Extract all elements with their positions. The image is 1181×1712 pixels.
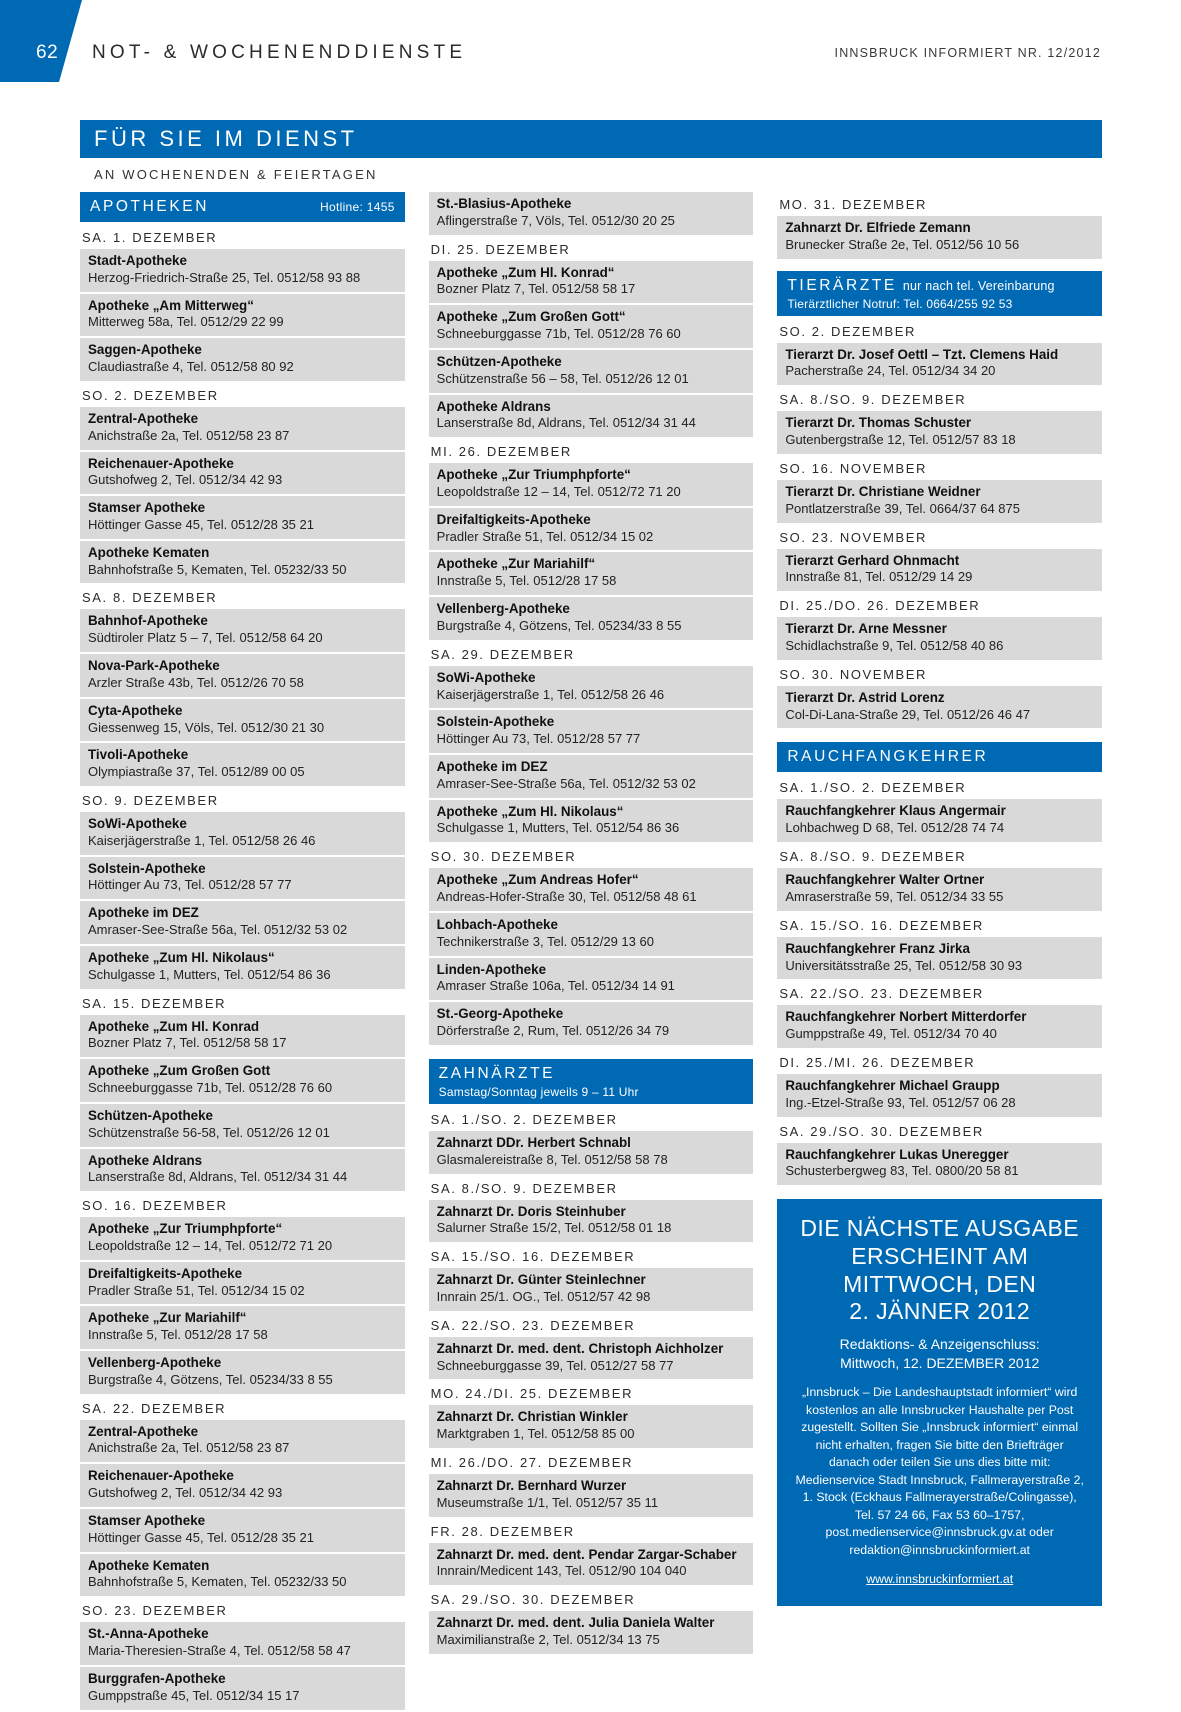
- date-heading: SO. 9. DEZEMBER: [82, 793, 219, 809]
- service-entry: [429, 192, 754, 235]
- entry-name: Linden-Apotheke: [436, 961, 547, 977]
- date-heading: SO. 2. DEZEMBER: [779, 323, 917, 339]
- promo-deadline-date: Mittwoch, 12. DEZEMBER 2012: [840, 1354, 1040, 1371]
- promo-line-3: MITTWOCH, DEN: [843, 1270, 1037, 1297]
- date-heading: SO. 2. DEZEMBER: [82, 387, 219, 403]
- entry-address: Gutshofweg 2, Tel. 0512/34 42 93: [88, 1485, 283, 1501]
- entry-name: Apotheke Kematen: [88, 1557, 210, 1573]
- entry-address: Anichstraße 2a, Tel. 0512/58 23 87: [88, 1440, 290, 1456]
- service-entry: [80, 407, 405, 450]
- zahnaerzte-list: [429, 1107, 754, 1654]
- section-header-zahnaerzte: [429, 1059, 754, 1104]
- entry-address: Lanserstraße 8d, Aldrans, Tel. 0512/34 31 44: [436, 415, 696, 431]
- entry-name: Zahnarzt Dr. Bernhard Wurzer: [436, 1478, 627, 1494]
- date-heading: SA. 8./SO. 9. DEZEMBER: [779, 849, 967, 865]
- promo-line-2: ERSCHEINT AM: [851, 1242, 1029, 1269]
- entry-address: Pontlatzerstraße 39, Tel. 0664/37 64 875: [785, 500, 1020, 516]
- entry-address: Brunecker Straße 2e, Tel. 0512/56 10 56: [785, 236, 1020, 252]
- entry-name: Rauchfangkehrer Michael Graupp: [785, 1078, 1000, 1094]
- entry-address: Bahnhofstraße 5, Kematen, Tel. 05232/33 50: [88, 1574, 347, 1590]
- entry-name: St.-Georg-Apotheke: [436, 1006, 564, 1022]
- entry-name: SoWi-Apotheke: [88, 816, 187, 832]
- entry-name: Rauchfangkehrer Walter Ortner: [785, 872, 985, 888]
- zahnaerzte-note: Samstag/Sonntag jeweils 9 – 11 Uhr: [438, 1084, 639, 1099]
- promo-fineprint: „Innsbruck – Die Landeshauptstadt informiert“ wird kostenlos an alle Innsbrucker Haushalte per Post zugestellt. Sollten Sie „Innsbruck informiert“ einmal nicht erhalten, fragen Sie bitte den Briefträger danach oder teilen Sie uns dies bitte mit: Medienservice Stadt Innsbruck, Fallmerayerstraße 2, 1. Stock (Eckhaus Fallmerayerstraße/Colingasse), Tel. 57 24 66, Fax 53 60–1757, post.medienservice@innsbruck.gv.at oder redaktion@innsbruckinformiert.at: [795, 1385, 1084, 1557]
- service-entry: [80, 1306, 405, 1349]
- service-entry: [777, 549, 1102, 592]
- service-entry: [429, 958, 754, 1001]
- entry-address: Olympiastraße 37, Tel. 0512/89 00 05: [88, 764, 305, 780]
- entry-address: Kaiserjägerstraße 1, Tel. 0512/58 26 46: [436, 686, 665, 702]
- tieraerzte-emergency-note: Tierärztlicher Notruf: Tel. 0664/255 92 53: [787, 296, 1013, 311]
- entry-name: Zentral-Apotheke: [88, 1423, 199, 1439]
- date-heading: DI. 25./MI. 26. DEZEMBER: [779, 1055, 976, 1071]
- entry-address: Bahnhofstraße 5, Kematen, Tel. 05232/33 50: [88, 561, 347, 577]
- entry-address: Schneeburggasse 71b, Tel. 0512/28 76 60: [436, 326, 681, 342]
- date-heading: MO. 31. DEZEMBER: [779, 197, 928, 212]
- service-entry: [80, 812, 405, 855]
- service-entry: [777, 617, 1102, 660]
- entry-address: Burgstraße 4, Götzens, Tel. 05234/33 8 55: [88, 1371, 333, 1387]
- date-heading: SA. 8. DEZEMBER: [82, 590, 218, 606]
- entry-name: St.-Anna-Apotheke: [88, 1626, 209, 1642]
- page-corner-tab: [0, 0, 82, 82]
- date-heading: SA. 29./SO. 30. DEZEMBER: [430, 1592, 636, 1608]
- entry-name: Lohbach-Apotheke: [436, 916, 558, 932]
- entry-name: Schützen-Apotheke: [436, 353, 562, 369]
- entry-address: Schneeburggasse 71b, Tel. 0512/28 76 60: [88, 1080, 333, 1095]
- entry-name: Dreifaltigkeits-Apotheke: [88, 1265, 243, 1281]
- entry-name: Stamser Apotheke: [88, 1513, 206, 1529]
- service-entry: [80, 338, 405, 381]
- entry-address: Maria-Theresien-Straße 4, Tel. 0512/58 58 47: [88, 1643, 351, 1659]
- service-entry: [429, 395, 754, 438]
- entry-name: Apotheke „Zum Andreas Hofer“: [436, 872, 639, 888]
- entry-address: Arzler Straße 43b, Tel. 0512/26 70 58: [88, 674, 304, 690]
- service-entry: [80, 541, 405, 584]
- entry-name: Solstein-Apotheke: [436, 714, 555, 730]
- service-entry: [80, 1059, 405, 1102]
- date-heading: SO. 16. DEZEMBER: [82, 1198, 228, 1214]
- service-entry: [777, 686, 1102, 729]
- entry-address: Höttinger Au 73, Tel. 0512/28 57 77: [88, 877, 292, 893]
- entry-name: Reichenauer-Apotheke: [88, 455, 234, 471]
- entry-address: Giessenweg 15, Völs, Tel. 0512/30 21 30: [88, 719, 325, 735]
- service-entry: [80, 294, 405, 337]
- entry-name: Zentral-Apotheke: [88, 410, 199, 426]
- service-entry: [429, 463, 754, 506]
- entry-address: Marktgraben 1, Tel. 0512/58 85 00: [436, 1426, 635, 1442]
- service-entry: [777, 1143, 1102, 1186]
- entry-name: Rauchfangkehrer Klaus Angermair: [785, 803, 1006, 819]
- entry-address: Pacherstraße 24, Tel. 0512/34 34 20: [785, 363, 996, 379]
- entry-address: Glasmalereistraße 8, Tel. 0512/58 58 78: [436, 1151, 668, 1167]
- service-entry: [429, 1131, 754, 1174]
- entry-address: Innrain/Medicent 143, Tel. 0512/90 104 040: [436, 1563, 687, 1579]
- service-entry: [80, 1420, 405, 1463]
- service-entry: [429, 800, 754, 843]
- service-entry: [777, 480, 1102, 523]
- column-layout: [80, 192, 1102, 1712]
- entry-name: Apotheke Aldrans: [88, 1152, 203, 1168]
- service-entry: [429, 1405, 754, 1448]
- entry-address: Ing.-Etzel-Straße 93, Tel. 0512/57 06 28: [785, 1094, 1016, 1110]
- date-heading: DI. 25. DEZEMBER: [430, 241, 571, 257]
- entry-address: Pradler Straße 51, Tel. 0512/34 15 02: [88, 1282, 305, 1298]
- service-entry: [429, 913, 754, 956]
- entry-name: Apotheke Kematen: [88, 544, 210, 560]
- entry-name: Apotheke „Zum Hl. Nikolaus“: [436, 803, 624, 819]
- banner-subtitle: AN WOCHENENDEN & FEIERTAGEN: [94, 167, 378, 182]
- date-heading: SA. 22./SO. 23. DEZEMBER: [779, 986, 984, 1002]
- section-header-tieraerzte: [777, 271, 1102, 316]
- service-entry: [80, 946, 405, 989]
- service-entry: [80, 743, 405, 786]
- entry-name: Vellenberg-Apotheke: [88, 1355, 222, 1371]
- service-entry: [80, 654, 405, 697]
- entry-name: Rauchfangkehrer Norbert Mitterdorfer: [785, 1009, 1027, 1025]
- service-entry: [777, 1074, 1102, 1117]
- service-entry: [429, 755, 754, 798]
- service-entry: [777, 937, 1102, 980]
- entry-name: Tierarzt Dr. Thomas Schuster: [785, 415, 972, 431]
- section-title-zahnaerzte: ZAHNÄRZTE: [438, 1064, 556, 1082]
- service-entry: [80, 1622, 405, 1665]
- entry-name: Tierarzt Dr. Astrid Lorenz: [785, 689, 945, 705]
- service-entry: [80, 699, 405, 742]
- page-number: 62: [36, 42, 59, 63]
- issue-label: INNSBRUCK INFORMIERT NR. 12/2012: [834, 46, 1101, 60]
- service-entry: [429, 1474, 754, 1517]
- entry-address: Gutenbergstraße 12, Tel. 0512/57 83 18: [785, 432, 1016, 448]
- service-entry: [777, 343, 1102, 386]
- entry-name: Apotheke „Zur Triumphpforte“: [436, 467, 631, 483]
- date-heading: FR. 28. DEZEMBER: [430, 1523, 575, 1539]
- entry-name: Tierarzt Dr. Arne Messner: [785, 621, 947, 637]
- entry-address: Schusterbergweg 83, Tel. 0800/20 58 81: [785, 1163, 1019, 1179]
- entry-address: Gumppstraße 49, Tel. 0512/34 70 40: [785, 1026, 997, 1042]
- page-header: [0, 0, 1181, 92]
- entry-name: Dreifaltigkeits-Apotheke: [436, 511, 591, 527]
- entry-address: Anichstraße 2a, Tel. 0512/58 23 87: [88, 427, 290, 443]
- entry-address: Andreas-Hofer-Straße 30, Tel. 0512/58 48 61: [436, 889, 697, 905]
- entry-name: Zahnarzt Dr. Elfriede Zemann: [785, 220, 971, 235]
- service-entry: [777, 216, 1102, 259]
- date-heading: SO. 30. NOVEMBER: [779, 666, 928, 682]
- entry-address: Leopoldstraße 12 – 14, Tel. 0512/72 71 20: [88, 1237, 333, 1253]
- entry-name: Reichenauer-Apotheke: [88, 1468, 234, 1484]
- entry-name: Apotheke im DEZ: [88, 905, 199, 921]
- service-entry: [80, 857, 405, 900]
- page-content: [80, 120, 1102, 1712]
- entry-address: Innstraße 5, Tel. 0512/28 17 58: [436, 573, 617, 589]
- service-entry: [80, 1217, 405, 1260]
- service-entry: [80, 901, 405, 944]
- column-middle: [429, 192, 754, 1712]
- entry-address: Pradler Straße 51, Tel. 0512/34 15 02: [436, 528, 654, 544]
- date-heading: SA. 15./SO. 16. DEZEMBER: [779, 917, 984, 933]
- date-heading: SO. 16. NOVEMBER: [779, 460, 928, 476]
- service-entry: [777, 868, 1102, 911]
- service-entry: [80, 1149, 405, 1192]
- banner-title: FÜR SIE IM DIENST: [80, 120, 1102, 158]
- entry-name: Apotheke Aldrans: [436, 398, 551, 414]
- service-entry: [777, 799, 1102, 842]
- date-heading: SA. 15./SO. 16. DEZEMBER: [430, 1249, 636, 1265]
- entry-name: St.-Blasius-Apotheke: [436, 196, 572, 211]
- service-entry: [429, 1611, 754, 1654]
- service-entry: [429, 666, 754, 709]
- entry-address: Lanserstraße 8d, Aldrans, Tel. 0512/34 31 44: [88, 1169, 348, 1185]
- entry-address: Amraserstraße 59, Tel. 0512/34 33 55: [785, 888, 1004, 904]
- entry-address: Amraser Straße 106a, Tel. 0512/34 14 91: [436, 978, 675, 994]
- service-entry: [429, 261, 754, 304]
- service-entry: [429, 868, 754, 911]
- apotheken-hotline: Hotline: 1455: [320, 200, 395, 214]
- entry-name: SoWi-Apotheke: [436, 669, 536, 685]
- entry-name: Zahnarzt Dr. med. dent. Christoph Aichholzer: [436, 1340, 724, 1356]
- entry-address: Burgstraße 4, Götzens, Tel. 05234/33 8 55: [436, 617, 682, 633]
- service-entry: [777, 411, 1102, 454]
- entry-name: Schützen-Apotheke: [88, 1107, 213, 1123]
- apotheken-list: [80, 225, 405, 1710]
- service-entry: [429, 552, 754, 595]
- entry-name: Nova-Park-Apotheke: [88, 658, 220, 674]
- entry-address: Col-Di-Lana-Straße 29, Tel. 0512/26 46 47: [785, 706, 1031, 722]
- tieraerzte-title-note: nur nach tel. Vereinbarung: [902, 278, 1055, 293]
- service-entry: [80, 1015, 405, 1058]
- date-heading: SA. 1./SO. 2. DEZEMBER: [779, 780, 967, 796]
- entry-address: Bozner Platz 7, Tel. 0512/58 58 17: [88, 1035, 287, 1051]
- service-entry: [80, 1104, 405, 1147]
- entry-name: Stamser Apotheke: [88, 500, 206, 516]
- entry-name: Tierarzt Dr. Christiane Weidner: [785, 483, 981, 499]
- entry-address: Amraser-See-Straße 56a, Tel. 0512/32 53 02: [436, 775, 696, 791]
- service-entry: [777, 1005, 1102, 1048]
- date-heading: MI. 26. DEZEMBER: [430, 444, 572, 460]
- entry-address: Schulgasse 1, Mutters, Tel. 0512/54 86 36: [436, 820, 680, 836]
- entry-name: Apotheke „Zum Großen Gott“: [436, 309, 626, 325]
- section-header-apotheken: [80, 192, 405, 222]
- service-entry: [80, 452, 405, 495]
- tieraerzte-list: [777, 319, 1102, 729]
- entry-name: Apotheke „Zur Mariahilf“: [436, 556, 596, 572]
- entry-name: Apotheke im DEZ: [436, 759, 548, 775]
- entry-address: Gumppstraße 45, Tel. 0512/34 15 17: [88, 1687, 300, 1703]
- entry-name: Saggen-Apotheke: [88, 342, 202, 358]
- service-entry: [429, 1200, 754, 1243]
- entry-name: Vellenberg-Apotheke: [436, 601, 570, 617]
- entry-name: Rauchfangkehrer Lukas Uneregger: [785, 1146, 1009, 1162]
- column-right: [777, 192, 1102, 1712]
- entry-address: Bozner Platz 7, Tel. 0512/58 58 17: [436, 281, 636, 297]
- entry-name: Apotheke „Zum Hl. Konrad“: [436, 264, 615, 280]
- service-entry: [80, 496, 405, 539]
- entry-address: Claudiastraße 4, Tel. 0512/58 80 92: [88, 359, 294, 375]
- entry-address: Amraser-See-Straße 56a, Tel. 0512/32 53 02: [88, 922, 348, 938]
- page-title: NOT- & WOCHENENDDIENSTE: [92, 42, 467, 63]
- entry-address: Salurner Straße 15/2, Tel. 0512/58 01 18: [436, 1220, 672, 1236]
- date-heading: SO. 23. DEZEMBER: [82, 1603, 228, 1619]
- entry-name: Tierarzt Gerhard Ohnmacht: [785, 552, 960, 568]
- entry-name: Burggrafen-Apotheke: [88, 1670, 226, 1686]
- entry-address: Schützenstraße 56 – 58, Tel. 0512/26 12 01: [436, 370, 689, 386]
- entry-address: Universitätsstraße 25, Tel. 0512/58 30 93: [785, 957, 1023, 973]
- service-entry: [80, 1554, 405, 1597]
- date-heading: SA. 29. DEZEMBER: [430, 646, 575, 662]
- date-heading: SA. 22. DEZEMBER: [82, 1400, 227, 1416]
- entry-name: Zahnarzt Dr. Doris Steinhuber: [436, 1203, 626, 1219]
- date-heading: SA. 8./SO. 9. DEZEMBER: [430, 1180, 618, 1196]
- promo-website-link[interactable]: www.innsbruckinformiert.at: [866, 1572, 1014, 1587]
- service-entry: [429, 1543, 754, 1586]
- entry-name: Tierarzt Dr. Josef Oettl – Tzt. Clemens Haid: [785, 346, 1059, 362]
- service-entry: [429, 350, 754, 393]
- entry-address: Höttinger Gasse 45, Tel. 0512/28 35 21: [88, 1529, 314, 1545]
- service-entry: [80, 1262, 405, 1305]
- entry-name: Bahnhof-Apotheke: [88, 613, 208, 629]
- section-title-tieraerzte: TIERÄRZTE: [787, 276, 897, 294]
- entry-address: Herzog-Friedrich-Straße 25, Tel. 0512/58 93 88: [88, 269, 361, 285]
- entry-address: Kaiserjägerstraße 1, Tel. 0512/58 26 46: [88, 832, 316, 848]
- date-heading: SA. 1. DEZEMBER: [82, 230, 218, 245]
- entry-address: Museumstraße 1/1, Tel. 0512/57 35 11: [436, 1494, 659, 1510]
- next-issue-promo: [777, 1199, 1102, 1606]
- service-entry: [80, 1464, 405, 1507]
- entry-name: Apotheke „Zur Triumphpforte“: [88, 1221, 283, 1237]
- entry-name: Zahnarzt Dr. Günter Steinlechner: [436, 1272, 646, 1288]
- entry-address: Maximilianstraße 2, Tel. 0512/34 13 75: [436, 1632, 660, 1648]
- date-heading: MO. 24./DI. 25. DEZEMBER: [430, 1386, 634, 1402]
- service-entry: [429, 508, 754, 551]
- entry-name: Apotheke „Zur Mariahilf“: [88, 1310, 247, 1326]
- entry-address: Schulgasse 1, Mutters, Tel. 0512/54 86 36: [88, 966, 331, 982]
- promo-line-4: 2. JÄNNER 2012: [849, 1298, 1031, 1325]
- entry-name: Solstein-Apotheke: [88, 860, 206, 876]
- service-entry: [80, 249, 405, 292]
- entry-address: Gutshofweg 2, Tel. 0512/34 42 93: [88, 472, 283, 488]
- entry-address: Schützenstraße 56-58, Tel. 0512/26 12 01: [88, 1124, 330, 1140]
- entry-name: Zahnarzt Dr. Christian Winkler: [436, 1409, 628, 1425]
- entry-address: Aflingerstraße 7, Völs, Tel. 0512/30 20 25: [436, 212, 675, 228]
- entry-name: Apotheke „Zum Hl. Nikolaus“: [88, 949, 275, 965]
- entry-address: Südtiroler Platz 5 – 7, Tel. 0512/58 64 20: [88, 630, 323, 646]
- service-entry: [80, 1667, 405, 1710]
- service-entry: [80, 1351, 405, 1394]
- entry-address: Schidlachstraße 9, Tel. 0512/58 40 86: [785, 637, 1004, 653]
- entry-address: Höttinger Gasse 45, Tel. 0512/28 35 21: [88, 516, 314, 532]
- apotheken-continued-list: [429, 192, 754, 1045]
- date-heading: SA. 1./SO. 2. DEZEMBER: [430, 1111, 618, 1127]
- section-header-rauchfangkehrer: [777, 742, 1102, 772]
- entry-name: Cyta-Apotheke: [88, 702, 183, 718]
- promo-line-1: DIE NÄCHSTE AUSGABE: [800, 1215, 1079, 1242]
- service-entry: [429, 1337, 754, 1380]
- service-entry: [429, 1268, 754, 1311]
- zahnaerzte-continued-list: [777, 192, 1102, 259]
- entry-name: Apotheke „Zum Hl. Konrad: [88, 1018, 260, 1034]
- entry-name: Apotheke „Am Mitterweg“: [88, 297, 254, 313]
- promo-deadline-label: Redaktions- & Anzeigenschluss:: [839, 1335, 1040, 1352]
- entry-address: Höttinger Au 73, Tel. 0512/28 57 77: [436, 731, 641, 747]
- entry-address: Leopoldstraße 12 – 14, Tel. 0512/72 71 20: [436, 483, 681, 499]
- service-entry: [429, 1002, 754, 1045]
- entry-name: Stadt-Apotheke: [88, 253, 187, 268]
- entry-name: Tivoli-Apotheke: [88, 747, 189, 763]
- date-heading: SA. 22./SO. 23. DEZEMBER: [430, 1317, 636, 1333]
- date-heading: DI. 25./DO. 26. DEZEMBER: [779, 598, 981, 614]
- date-heading: SO. 23. NOVEMBER: [779, 529, 928, 545]
- entry-address: Innrain 25/1. OG., Tel. 0512/57 42 98: [436, 1288, 651, 1304]
- service-entry: [429, 710, 754, 753]
- entry-address: Dörferstraße 2, Rum, Tel. 0512/26 34 79: [436, 1023, 670, 1038]
- rauchfangkehrer-list: [777, 775, 1102, 1185]
- service-entry: [80, 1509, 405, 1552]
- entry-name: Apotheke „Zum Großen Gott: [88, 1063, 271, 1079]
- date-heading: SO. 30. DEZEMBER: [430, 849, 577, 865]
- date-heading: MI. 26./DO. 27. DEZEMBER: [430, 1455, 634, 1471]
- entry-name: Zahnarzt DDr. Herbert Schnabl: [436, 1134, 631, 1150]
- date-heading: SA. 8./SO. 9. DEZEMBER: [779, 392, 967, 408]
- service-entry: [80, 609, 405, 652]
- service-entry: [429, 305, 754, 348]
- column-left: [80, 192, 405, 1712]
- entry-address: Mitterweg 58a, Tel. 0512/29 22 99: [88, 314, 284, 330]
- entry-address: Lohbachweg D 68, Tel. 0512/28 74 74: [785, 820, 1005, 836]
- service-entry: [429, 597, 754, 640]
- entry-name: Zahnarzt Dr. med. dent. Julia Daniela Walter: [436, 1615, 715, 1631]
- entry-address: Technikerstraße 3, Tel. 0512/29 13 60: [436, 933, 654, 949]
- entry-name: Zahnarzt Dr. med. dent. Pendar Zargar-Schaber: [436, 1546, 737, 1562]
- date-heading: SA. 15. DEZEMBER: [82, 995, 227, 1011]
- entry-address: Schneeburggasse 39, Tel. 0512/27 58 77: [436, 1357, 674, 1373]
- section-title-rauchfangkehrer: RAUCHFANGKEHRER: [787, 748, 989, 766]
- entry-address: Innstraße 81, Tel. 0512/29 14 29: [785, 569, 973, 585]
- entry-address: Innstraße 5, Tel. 0512/28 17 58: [88, 1327, 268, 1343]
- date-heading: SA. 29./SO. 30. DEZEMBER: [779, 1123, 984, 1139]
- entry-name: Rauchfangkehrer Franz Jirka: [785, 940, 970, 956]
- section-title-apotheken: APOTHEKEN: [90, 198, 210, 215]
